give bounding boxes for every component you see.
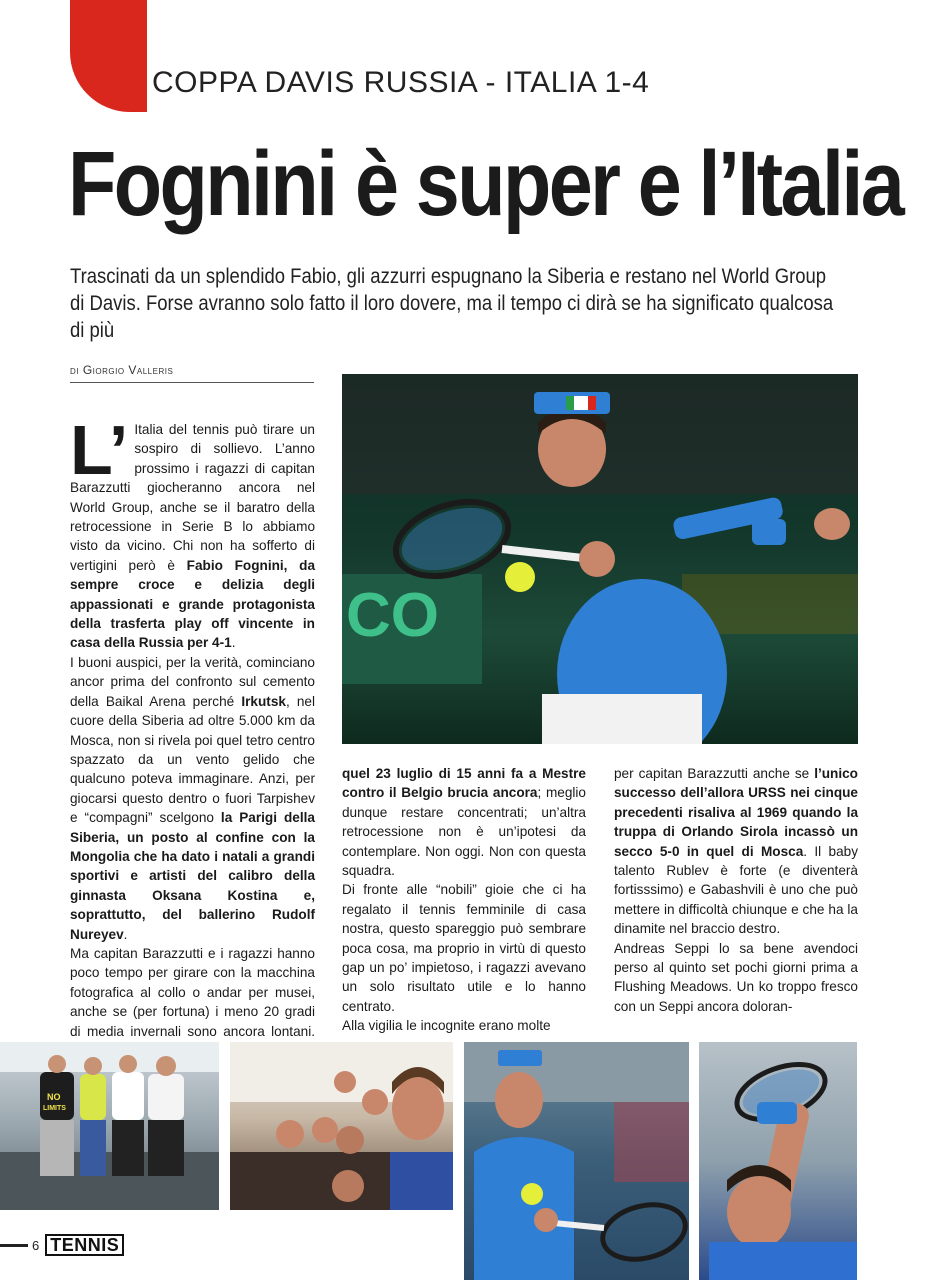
paragraph-7 [614, 764, 858, 939]
text-run: ; meglio dunque restare concentrati; un’altra retrocessione non è un’ipotesi da contemplare. Non oggi. Non con questa squadra. [342, 785, 586, 879]
bold-run: la Parigi della Siberia, un posto al confine con la Mongolia che ha dato i natali a grandi sportivi e artisti del calibro della ginnasta Oksana Kostina e, soprattutto, del ballerino Rudolf Nureyev [70, 810, 315, 942]
column-2 [342, 764, 586, 1036]
photo-team-group [0, 1042, 219, 1210]
red-tab-accent [70, 0, 147, 112]
paragraph-5: Di fronte alle “nobili” gioie che ci ha regalato il tennis femminile di casa nostra, questo spareggio può sembrare poca cosa, ma proprio in virtù di questo gap un po’ impietoso, i ragazzi avevano un solo risultato utile e lo hanno centrato. [342, 882, 586, 1014]
column-1 [70, 411, 315, 1060]
shirt-text-2: LIMITS [43, 1105, 66, 1112]
paragraph-4 [342, 764, 586, 880]
main-photo-illustration [342, 374, 858, 744]
bold-run: Fabio Fognini, da sempre croce e delizia degli appassionati e grande protagonista della trasferta play off vincente in casa della Russia per 4-1 [70, 557, 315, 651]
text-run: per capitan Barazzutti anche se [614, 766, 815, 781]
photo-fognini-serve [699, 1042, 857, 1280]
page-title: Fognini è super e l’Italia [68, 133, 903, 235]
column-3 [614, 764, 858, 1016]
paragraph-6: Alla vigilia le incognite erano molte [342, 1018, 551, 1034]
section-kicker: COPPA DAVIS RUSSIA - ITALIA 1-4 [152, 66, 650, 99]
paragraph-2 [70, 653, 315, 944]
text-run: I buoni auspici, per la verità, cominciano ancor prima del confronto sul cemento della Baikal Arena perché [70, 654, 315, 709]
page-number: 6 [32, 1237, 40, 1253]
bold-run: l’unico successo dell’allora URSS nei cinque precedenti risaliva al 1969 quando la truppa di Orlando Sirola incassò un secco 5-0 in quel di Mosca [614, 766, 858, 859]
shirt-text-1: NO [47, 1092, 61, 1102]
photo-fognini-serve-illustration [699, 1042, 857, 1280]
text-run: Italia del tennis può tirare un sospiro di sollievo. L’anno prossimo i ragazzi di capitan Barazzutti giocheranno ancora nel World Group, anche se il baratro della retrocessione in Serie B lo abbiamo visto da vicino. Chi non ha sofferto di vertigini però è [70, 422, 315, 573]
banner-text: CO [346, 581, 439, 650]
tennis-logo: TENNIS [45, 1234, 124, 1256]
main-photo-fognini [342, 374, 858, 744]
photo-fognini-backhand [464, 1042, 689, 1280]
paragraph-8: Andreas Seppi lo sa bene avendoci perso al quinto set pochi giorni prima a Flushing Meadows. Un ko troppo fresco con un Seppi ancora doloran- [614, 940, 858, 1014]
photo-locker-selfie-illustration [230, 1042, 453, 1210]
text-run: Ma capitan Barazzutti e i ragazzi hanno poco tempo per girare con la macchina fotografica al collo o andar per musei, anche se (per fortuna) i meno 20 gradi di media invernali sono ancora lontani. [70, 945, 315, 1039]
page-footer [0, 1235, 124, 1255]
bold-run: Irkutsk [241, 693, 286, 709]
article-deck: Trascinati da un splendido Fabio, gli azzurri espugnano la Siberia e restano nel World Group di Davis. Forse avranno solo fatto il loro dovere, ma il tempo ci dirà se ha significato qualcosa di più [70, 265, 834, 342]
text-run: . [231, 635, 236, 651]
bold-run: quel 23 luglio di 15 anni fa a Mestre contro il Belgio brucia ancora [342, 766, 586, 801]
text-run: . Il baby talento Rublev è forte (e diventerà fortisssimo) e Gabashvili è uno che può mettere in difficoltà chiunque e che ha la dinamite nel braccio destro. [614, 843, 858, 937]
byline: di Giorgio Valleris [70, 363, 314, 383]
photo-locker-selfie [230, 1042, 453, 1210]
photo-fognini-backhand-illustration [464, 1042, 689, 1280]
paragraph-1 [70, 411, 315, 653]
footer-rule [0, 1244, 28, 1247]
text-run: . [123, 926, 128, 942]
dropcap: L’ [70, 411, 129, 489]
text-run: , nel cuore della Siberia ad oltre 5.000 km da Mosca, non si rivela poi quel tetro centro spazzato da un vento gelido che qualcuno poteva immaginare. Anzi, per giocarsi questo dentro o fuori Tarpishev e “compagni” scelgono [70, 693, 315, 826]
photo-team-group-illustration [0, 1042, 219, 1210]
